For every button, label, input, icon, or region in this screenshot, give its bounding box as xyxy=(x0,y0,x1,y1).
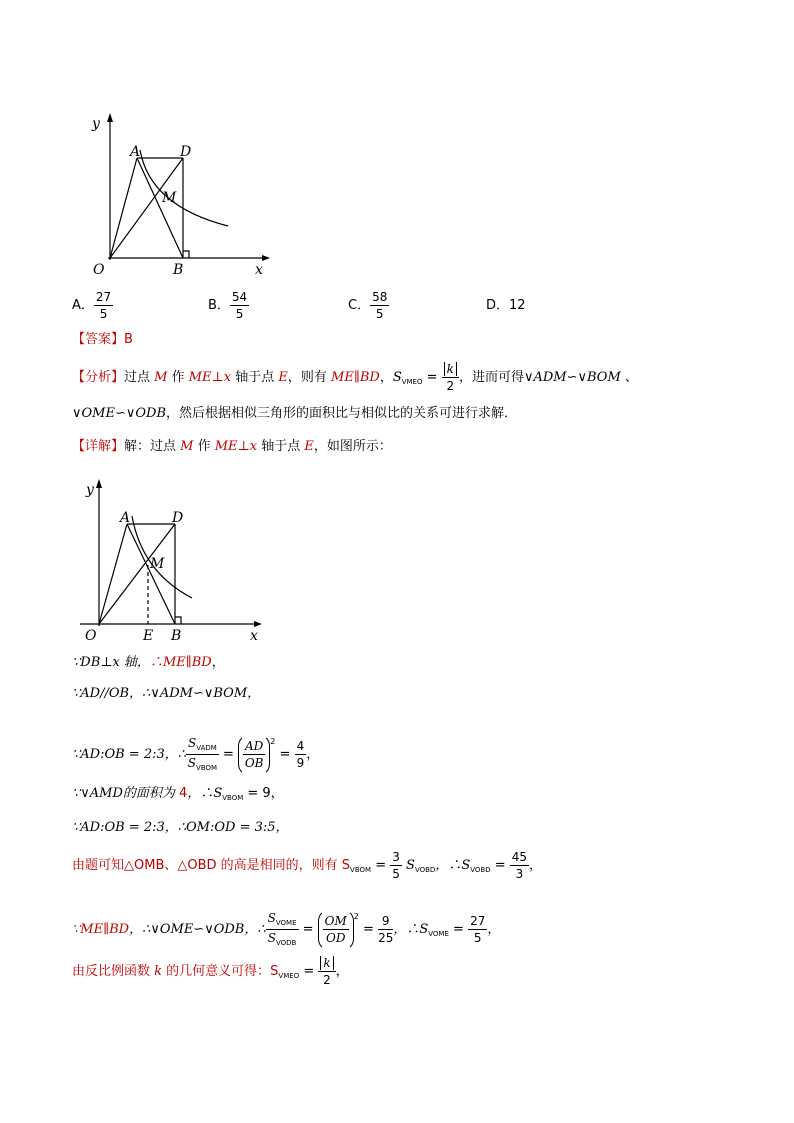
label-B: B xyxy=(171,628,182,644)
analysis-line-2: ∨OME∽∨ODB，然后根据相似三角形的面积比与相似比的关系可进行求解． xyxy=(72,406,518,421)
step-3-result: $\frac{4}{9}$ xyxy=(296,739,305,770)
y-axis-arrow xyxy=(107,113,113,122)
label-M: M xyxy=(150,556,165,572)
label-O: O xyxy=(85,628,97,644)
label-y: y xyxy=(92,116,100,132)
detail-tag: 【详解】 xyxy=(72,439,125,454)
answer-line xyxy=(72,330,133,350)
step-3: ∵AD:OB = 2:3，∴ $\frac{S_{VADM}}{S_{VBOM}}$ = $\frac{AD}{OB}$ $^2$ = $\frac{4}{9}$ ， xyxy=(72,722,319,762)
label-A: A xyxy=(120,510,131,526)
figure-2 xyxy=(72,474,272,646)
figure-1 xyxy=(80,108,280,283)
label-O: O xyxy=(93,262,105,278)
segment-AB xyxy=(137,158,183,258)
label-x: x xyxy=(250,628,258,644)
hyperbola-curve xyxy=(140,150,228,226)
label-B: B xyxy=(173,262,184,278)
option-C[interactable]: C． $\frac{58}{5}$ xyxy=(348,290,388,321)
x-axis-arrow xyxy=(262,255,270,261)
segment-AB xyxy=(127,524,175,624)
label-M: M xyxy=(162,190,177,206)
step-5: ∵AD:OB = 2:3，∴OM:OD = 3:5， xyxy=(72,820,289,835)
label-y: y xyxy=(86,482,94,498)
answer-value: B xyxy=(124,332,133,347)
label-x: x xyxy=(255,262,263,278)
step-6: 由题可知△OMB、△OBD 的高是相同的，则有 $S_{VBOM}$ = $\frac{3}{5}$ $S_{VOBD}$，$\therefore S_{VOBD}$ = $\frac{45}{3}$ ， xyxy=(72,850,543,881)
step-2: ∵AD//OB，∴∨ADM∽∨BOM， xyxy=(72,686,261,701)
step-7: ∵ME∥BD，∴∨OME∽∨ODB，∴ $\frac{S_{VOME}}{S_{VODB}}$ = $\frac{OM}{OD}$ $^2$ = $\frac{9}{25}$ ，$\therefore S_{VOME}$ = $\frac{27}{5}$ ， xyxy=(72,897,500,937)
step-8: 由反比例函数 k 的几何意义可得：$S_{VMEO}$ = $\frac{k}{2}$ ， xyxy=(72,956,349,987)
segment-OA xyxy=(110,158,137,258)
option-B[interactable]: B． $\frac{54}{5}$ xyxy=(208,290,248,321)
step-4: ∵∨AMD的面积为 4，$\therefore S_{VBOM} = 9$， xyxy=(72,786,284,802)
y-axis-arrow xyxy=(96,479,102,488)
label-A: A xyxy=(130,144,141,160)
step-3-area-ratio: $\frac{S_{VADM}}{S_{VBOM}}$ xyxy=(187,736,218,772)
label-D: D xyxy=(172,510,184,526)
label-E: E xyxy=(143,628,154,644)
analysis-tag: 【分析】 xyxy=(72,370,125,385)
right-angle-mark xyxy=(175,617,181,624)
segment-OD xyxy=(110,158,183,258)
option-A[interactable]: A． $\frac{27}{5}$ xyxy=(72,290,112,321)
analysis-line-1: 【分析】过点 M 作 ME⊥x 轴于点 E，则有 ME∥BD，$S_{VMEO}$ = $\frac{k}{2}$ ，进而可得∨ADM∽∨BOM 、 xyxy=(72,362,638,393)
options-row xyxy=(72,288,592,324)
option-D[interactable]: D．12 xyxy=(486,298,526,313)
answer-tag: 【答案】 xyxy=(72,332,125,347)
segment-OA xyxy=(99,524,127,624)
label-D: D xyxy=(180,144,192,160)
step-1: ∵DB⊥x 轴，∴ME∥BD， xyxy=(72,655,225,670)
right-angle-mark xyxy=(183,251,189,258)
x-axis-arrow xyxy=(254,621,262,627)
segment-OD xyxy=(99,524,175,624)
detail-line: 【详解】解：过点 M 作 ME⊥x 轴于点 E，如图所示： xyxy=(72,439,392,454)
step-3-paren: $\frac{AD}{OB}$ xyxy=(238,734,270,776)
analysis-k-fraction: $\frac{k}{2}$ xyxy=(442,363,459,392)
